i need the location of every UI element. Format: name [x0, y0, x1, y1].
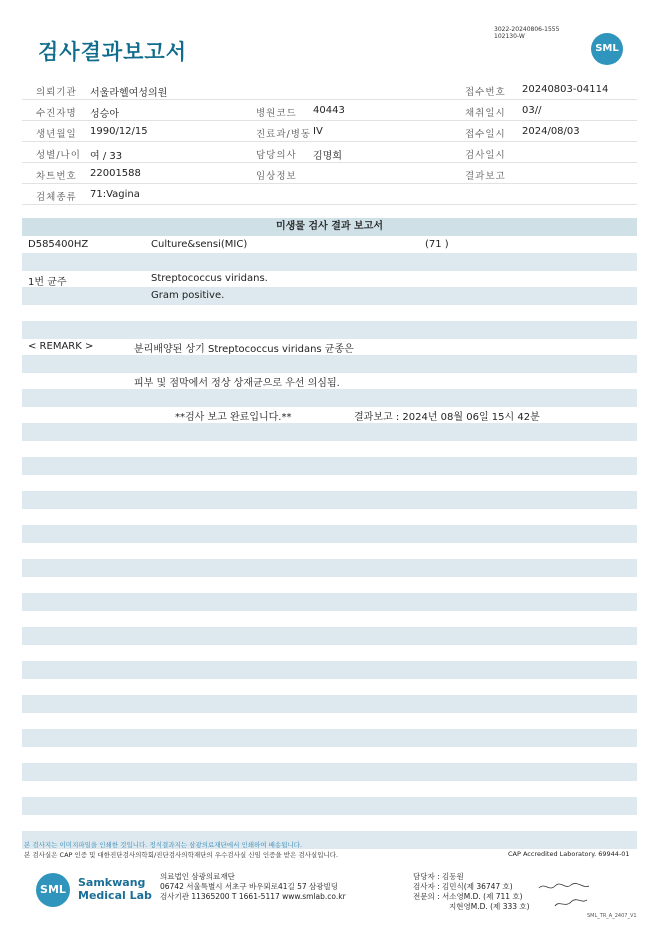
document-id-line2: 102130-W — [494, 33, 525, 40]
signature-image — [537, 880, 597, 912]
lab-name-line1: Samkwang — [78, 876, 146, 889]
header-row-1 — [22, 79, 637, 100]
value-chart-no: 22001588 — [90, 168, 141, 179]
band — [22, 423, 637, 441]
band — [22, 729, 637, 747]
label-clinical-info: 임상정보 — [256, 171, 297, 182]
document-title: 검사결과보고서 — [38, 40, 188, 64]
band — [22, 491, 637, 509]
band — [22, 627, 637, 645]
document-id-line1: 3022-20240806-1555 — [494, 26, 560, 33]
remark-line-1: 분리배양된 상기 Streptococcus viridans 균종은 — [134, 344, 354, 355]
label-test-date: 검사일시 — [465, 150, 506, 161]
value-collection-date: 03// — [522, 105, 542, 116]
header-row-4 — [22, 142, 637, 163]
remark-label: < REMARK > — [28, 341, 94, 352]
test-name: Culture&sensi(MIC) — [151, 239, 248, 250]
footer-sml-logo: SML — [36, 873, 70, 907]
footer-staff-1: 담당자 : 김동원 — [413, 872, 464, 881]
report-complete-message: **검사 보고 완료입니다.** — [175, 412, 292, 423]
value-doctor: 김명희 — [313, 151, 342, 162]
test-number: (71 ) — [425, 239, 449, 250]
image-print-note: 본 검사지는 이미지파일을 인쇄한 것입니다. 정식결과지는 삼광의료재단에서 인쇄하여 배송됩니다. — [24, 841, 303, 849]
value-patient-name: 성승아 — [90, 109, 119, 120]
footer-staff-block — [413, 872, 530, 912]
label-patient-name: 수진자명 — [36, 108, 77, 119]
label-result-report: 결과보고 — [465, 171, 506, 182]
band — [22, 695, 637, 713]
label-sex-age: 성별/나이 — [36, 150, 81, 161]
accreditation-note: 본 검사실은 CAP 인증 및 대한진단검사의학회/진단검사의학재단의 우수검사실 신임 인증을 받은 검사실입니다. — [24, 851, 339, 859]
label-collection-date: 채취일시 — [465, 108, 506, 119]
band — [22, 661, 637, 679]
value-hospital-code: 40443 — [313, 105, 345, 116]
label-specimen-type: 검체종류 — [36, 192, 77, 203]
footer-staff-2: 검사자 : 김민식(제 36747 호) — [413, 882, 513, 891]
band — [22, 797, 637, 815]
header-row-3 — [22, 121, 637, 142]
label-chart-no: 차트번호 — [36, 171, 77, 182]
value-specimen-type: 71:Vagina — [90, 189, 140, 200]
label-hospital-code: 병원코드 — [256, 108, 297, 119]
organism-name: Streptococcus viridans. — [151, 273, 268, 284]
header-row-6 — [22, 184, 637, 205]
test-code: D585400HZ — [28, 239, 89, 250]
value-requester: 서울라헬여성의원 — [90, 88, 168, 99]
form-code: SML_TR_A_2407_V1 — [587, 913, 637, 919]
lab-name-line2: Medical Lab — [78, 889, 152, 902]
label-receipt-date: 접수일시 — [465, 129, 506, 140]
band — [22, 287, 637, 305]
footer-address: 06742 서울특별시 서초구 바우뫼로41길 57 삼광빌딩 — [160, 882, 339, 891]
label-department: 진료과/병동 — [256, 129, 312, 140]
label-receipt-no: 접수번호 — [465, 87, 506, 98]
band — [22, 525, 637, 543]
value-department: IV — [313, 126, 323, 137]
report-time: 결과보고 : 2024년 08월 06일 15시 42분 — [354, 412, 540, 423]
label-requester: 의뢰기관 — [36, 87, 77, 98]
band — [22, 559, 637, 577]
band — [22, 355, 637, 373]
section-title: 미생물 검사 결과 보고서 — [22, 218, 637, 236]
band — [22, 457, 637, 475]
organism-label: 1번 균주 — [28, 277, 67, 288]
footer-staff-4: 지현영M.D. (제 333 호) — [449, 902, 530, 911]
cap-accreditation: CAP Accredited Laboratory. 69944-01 — [508, 850, 630, 858]
band — [22, 389, 637, 407]
band — [22, 321, 637, 339]
footer-staff-3: 전문의 : 서소영M.D. (제 711 호) — [413, 892, 523, 901]
lab-name — [78, 876, 152, 902]
band — [22, 253, 637, 271]
band — [22, 763, 637, 781]
value-sex-age: 여 / 33 — [90, 151, 123, 162]
footer-org: 의료법인 삼광의료재단 — [160, 872, 235, 881]
gram-stain: Gram positive. — [151, 290, 225, 301]
remark-line-2: 피부 및 점막에서 정상 상재균으로 우선 의심됨. — [134, 378, 340, 389]
header-row-5 — [22, 163, 637, 184]
footer-contact: 검사기관 11365200 T 1661-5117 www.smlab.co.kr — [160, 892, 346, 901]
document-id — [494, 26, 559, 40]
value-birth-date: 1990/12/15 — [90, 126, 148, 137]
value-receipt-no: 20240803-04114 — [522, 84, 609, 95]
band — [22, 593, 637, 611]
label-doctor: 담당의사 — [256, 150, 297, 161]
label-birth-date: 생년월일 — [36, 129, 77, 140]
value-receipt-date: 2024/08/03 — [522, 126, 580, 137]
footer-address-block — [160, 872, 346, 902]
header-row-2 — [22, 100, 637, 121]
sml-logo: SML — [591, 33, 623, 65]
